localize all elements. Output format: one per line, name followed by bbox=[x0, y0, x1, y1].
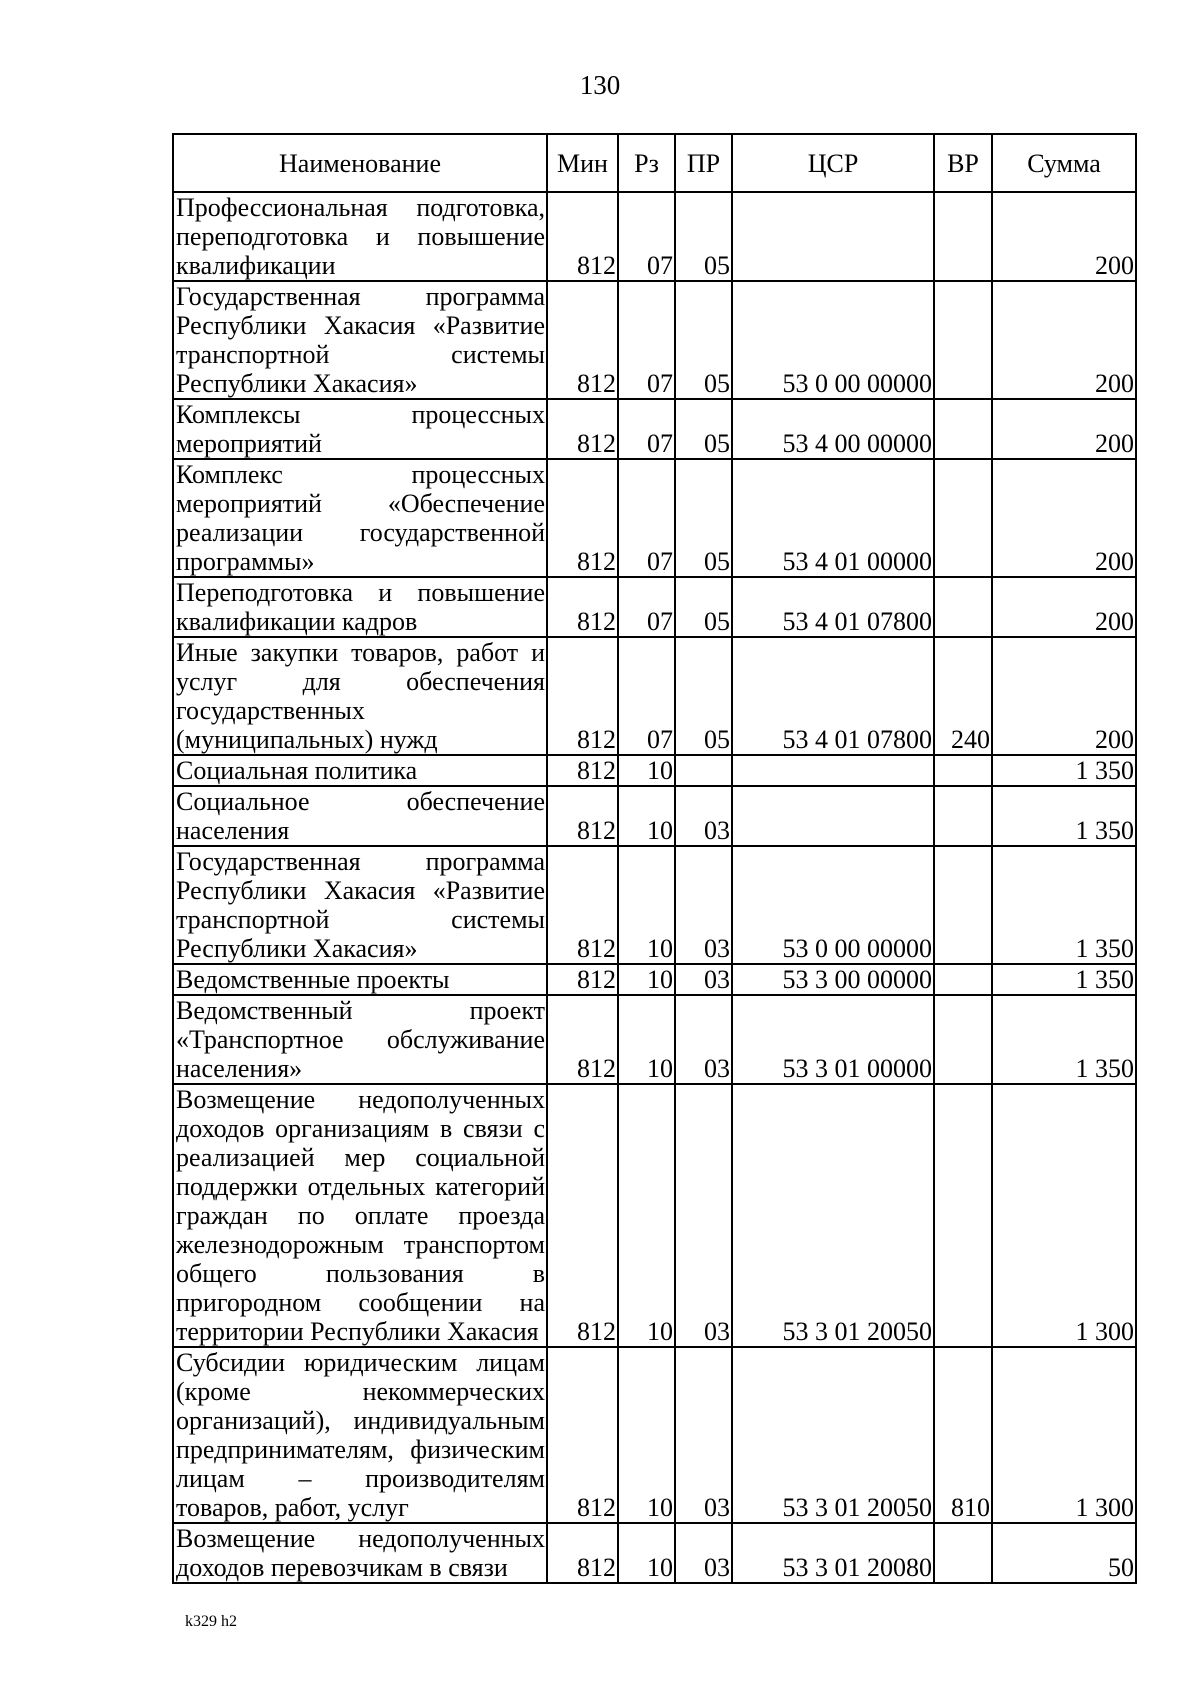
table-row bbox=[173, 192, 1136, 281]
row-csr bbox=[732, 755, 934, 786]
row-csr: 53 3 01 20050 bbox=[732, 1347, 934, 1523]
row-rz: 10 bbox=[618, 1084, 675, 1347]
row-name: Возмещение недополученных доходов организациям в связи с реализацией мер социальной поддержки отдельных категорий граждан по оплате проезда железнодорожным транспортом общего пользования в пригородном сообщении на территории Республики Хакасия bbox=[173, 1084, 547, 1347]
row-min: 812 bbox=[547, 964, 618, 995]
row-min: 812 bbox=[547, 1347, 618, 1523]
row-name: Переподготовка и повышение квалификации кадров bbox=[173, 577, 547, 637]
row-min: 812 bbox=[547, 577, 618, 637]
table-row bbox=[173, 846, 1136, 964]
row-sum: 1 350 bbox=[992, 755, 1136, 786]
row-name: Профессиональная подготовка, переподготовка и повышение квалификации bbox=[173, 192, 547, 281]
row-sum: 200 bbox=[992, 399, 1136, 459]
row-rz: 10 bbox=[618, 1523, 675, 1583]
row-sum: 1 350 bbox=[992, 786, 1136, 846]
table-row bbox=[173, 399, 1136, 459]
row-min: 812 bbox=[547, 281, 618, 399]
row-csr bbox=[732, 192, 934, 281]
row-pr: 03 bbox=[675, 964, 732, 995]
row-sum: 200 bbox=[992, 577, 1136, 637]
row-min: 812 bbox=[547, 786, 618, 846]
row-pr: 05 bbox=[675, 399, 732, 459]
row-name: Социальная политика bbox=[173, 755, 547, 786]
header-rz: Рз bbox=[618, 134, 675, 192]
row-min: 812 bbox=[547, 192, 618, 281]
row-pr: 03 bbox=[675, 846, 732, 964]
row-pr: 03 bbox=[675, 1347, 732, 1523]
header-min: Мин bbox=[547, 134, 618, 192]
row-sum: 200 bbox=[992, 192, 1136, 281]
row-min: 812 bbox=[547, 399, 618, 459]
header-vr: ВР bbox=[934, 134, 992, 192]
row-name: Ведомственные проекты bbox=[173, 964, 547, 995]
row-sum: 1 350 bbox=[992, 964, 1136, 995]
row-rz: 07 bbox=[618, 192, 675, 281]
page-number: 130 bbox=[579, 70, 621, 100]
row-name: Государственная программа Республики Хакасия «Развитие транспортной системы Республики Хакасия» bbox=[173, 846, 547, 964]
row-name: Ведомственный проект «Транспортное обслуживание населения» bbox=[173, 995, 547, 1084]
row-csr: 53 4 01 07800 bbox=[732, 637, 934, 755]
row-rz: 10 bbox=[618, 964, 675, 995]
row-rz: 07 bbox=[618, 577, 675, 637]
table-row bbox=[173, 637, 1136, 755]
row-sum: 50 bbox=[992, 1523, 1136, 1583]
row-vr: 810 bbox=[934, 1347, 992, 1523]
table-row bbox=[173, 459, 1136, 577]
row-csr: 53 0 00 00000 bbox=[732, 846, 934, 964]
row-rz: 10 bbox=[618, 786, 675, 846]
row-name: Возмещение недополученных доходов перевозчикам в связи bbox=[173, 1523, 547, 1583]
row-vr bbox=[934, 995, 992, 1084]
row-rz: 07 bbox=[618, 637, 675, 755]
row-pr: 05 bbox=[675, 459, 732, 577]
table-row bbox=[173, 786, 1136, 846]
row-vr bbox=[934, 281, 992, 399]
row-csr bbox=[732, 786, 934, 846]
row-vr: 240 bbox=[934, 637, 992, 755]
row-name: Субсидии юридическим лицам (кроме некоммерческих организаций), индивидуальным предпринимателям, физическим лицам – производителям товаров, работ, услуг bbox=[173, 1347, 547, 1523]
row-vr bbox=[934, 459, 992, 577]
row-vr bbox=[934, 846, 992, 964]
row-sum: 1 350 bbox=[992, 846, 1136, 964]
row-pr: 05 bbox=[675, 192, 732, 281]
row-min: 812 bbox=[547, 637, 618, 755]
row-min: 812 bbox=[547, 1523, 618, 1583]
budget-table bbox=[172, 133, 1137, 1584]
table-header-row bbox=[173, 134, 1136, 192]
row-pr: 05 bbox=[675, 637, 732, 755]
table-row bbox=[173, 281, 1136, 399]
row-name: Комплексы процессных мероприятий bbox=[173, 399, 547, 459]
row-csr: 53 4 01 07800 bbox=[732, 577, 934, 637]
row-name: Иные закупки товаров, работ и услуг для обеспечения государственных (муниципальных) нужд bbox=[173, 637, 547, 755]
row-vr bbox=[934, 192, 992, 281]
row-csr: 53 4 00 00000 bbox=[732, 399, 934, 459]
row-sum: 1 300 bbox=[992, 1347, 1136, 1523]
row-sum: 1 300 bbox=[992, 1084, 1136, 1347]
row-pr: 03 bbox=[675, 995, 732, 1084]
row-pr: 03 bbox=[675, 786, 732, 846]
row-sum: 200 bbox=[992, 281, 1136, 399]
table-row bbox=[173, 577, 1136, 637]
row-name: Социальное обеспечение населения bbox=[173, 786, 547, 846]
row-csr: 53 0 00 00000 bbox=[732, 281, 934, 399]
row-pr: 03 bbox=[675, 1084, 732, 1347]
table-row bbox=[173, 755, 1136, 786]
row-vr bbox=[934, 399, 992, 459]
row-csr: 53 3 01 20080 bbox=[732, 1523, 934, 1583]
row-rz: 10 bbox=[618, 755, 675, 786]
row-vr bbox=[934, 964, 992, 995]
row-name: Государственная программа Республики Хакасия «Развитие транспортной системы Республики Хакасия» bbox=[173, 281, 547, 399]
row-min: 812 bbox=[547, 846, 618, 964]
row-vr bbox=[934, 786, 992, 846]
row-min: 812 bbox=[547, 459, 618, 577]
row-csr: 53 3 01 00000 bbox=[732, 995, 934, 1084]
table-row bbox=[173, 1347, 1136, 1523]
row-vr bbox=[934, 1084, 992, 1347]
header-csr: ЦСР bbox=[732, 134, 934, 192]
row-csr: 53 3 01 20050 bbox=[732, 1084, 934, 1347]
row-sum: 200 bbox=[992, 637, 1136, 755]
row-csr: 53 4 01 00000 bbox=[732, 459, 934, 577]
header-sum: Сумма bbox=[992, 134, 1136, 192]
row-vr bbox=[934, 755, 992, 786]
header-name: Наименование bbox=[173, 134, 547, 192]
row-rz: 07 bbox=[618, 399, 675, 459]
row-sum: 200 bbox=[992, 459, 1136, 577]
table-row bbox=[173, 964, 1136, 995]
footer-document-code: k329 h2 bbox=[185, 1613, 237, 1630]
row-min: 812 bbox=[547, 995, 618, 1084]
row-rz: 10 bbox=[618, 846, 675, 964]
row-csr: 53 3 00 00000 bbox=[732, 964, 934, 995]
row-sum: 1 350 bbox=[992, 995, 1136, 1084]
row-rz: 07 bbox=[618, 281, 675, 399]
row-rz: 10 bbox=[618, 995, 675, 1084]
row-rz: 07 bbox=[618, 459, 675, 577]
header-pr: ПР bbox=[675, 134, 732, 192]
row-pr: 03 bbox=[675, 1523, 732, 1583]
table-row bbox=[173, 1084, 1136, 1347]
row-vr bbox=[934, 577, 992, 637]
row-min: 812 bbox=[547, 755, 618, 786]
row-pr: 05 bbox=[675, 281, 732, 399]
row-min: 812 bbox=[547, 1084, 618, 1347]
row-name: Комплекс процессных мероприятий «Обеспечение реализации государственной программы» bbox=[173, 459, 547, 577]
row-pr: 05 bbox=[675, 577, 732, 637]
row-vr bbox=[934, 1523, 992, 1583]
table-row bbox=[173, 995, 1136, 1084]
row-pr bbox=[675, 755, 732, 786]
row-rz: 10 bbox=[618, 1347, 675, 1523]
table-row bbox=[173, 1523, 1136, 1583]
